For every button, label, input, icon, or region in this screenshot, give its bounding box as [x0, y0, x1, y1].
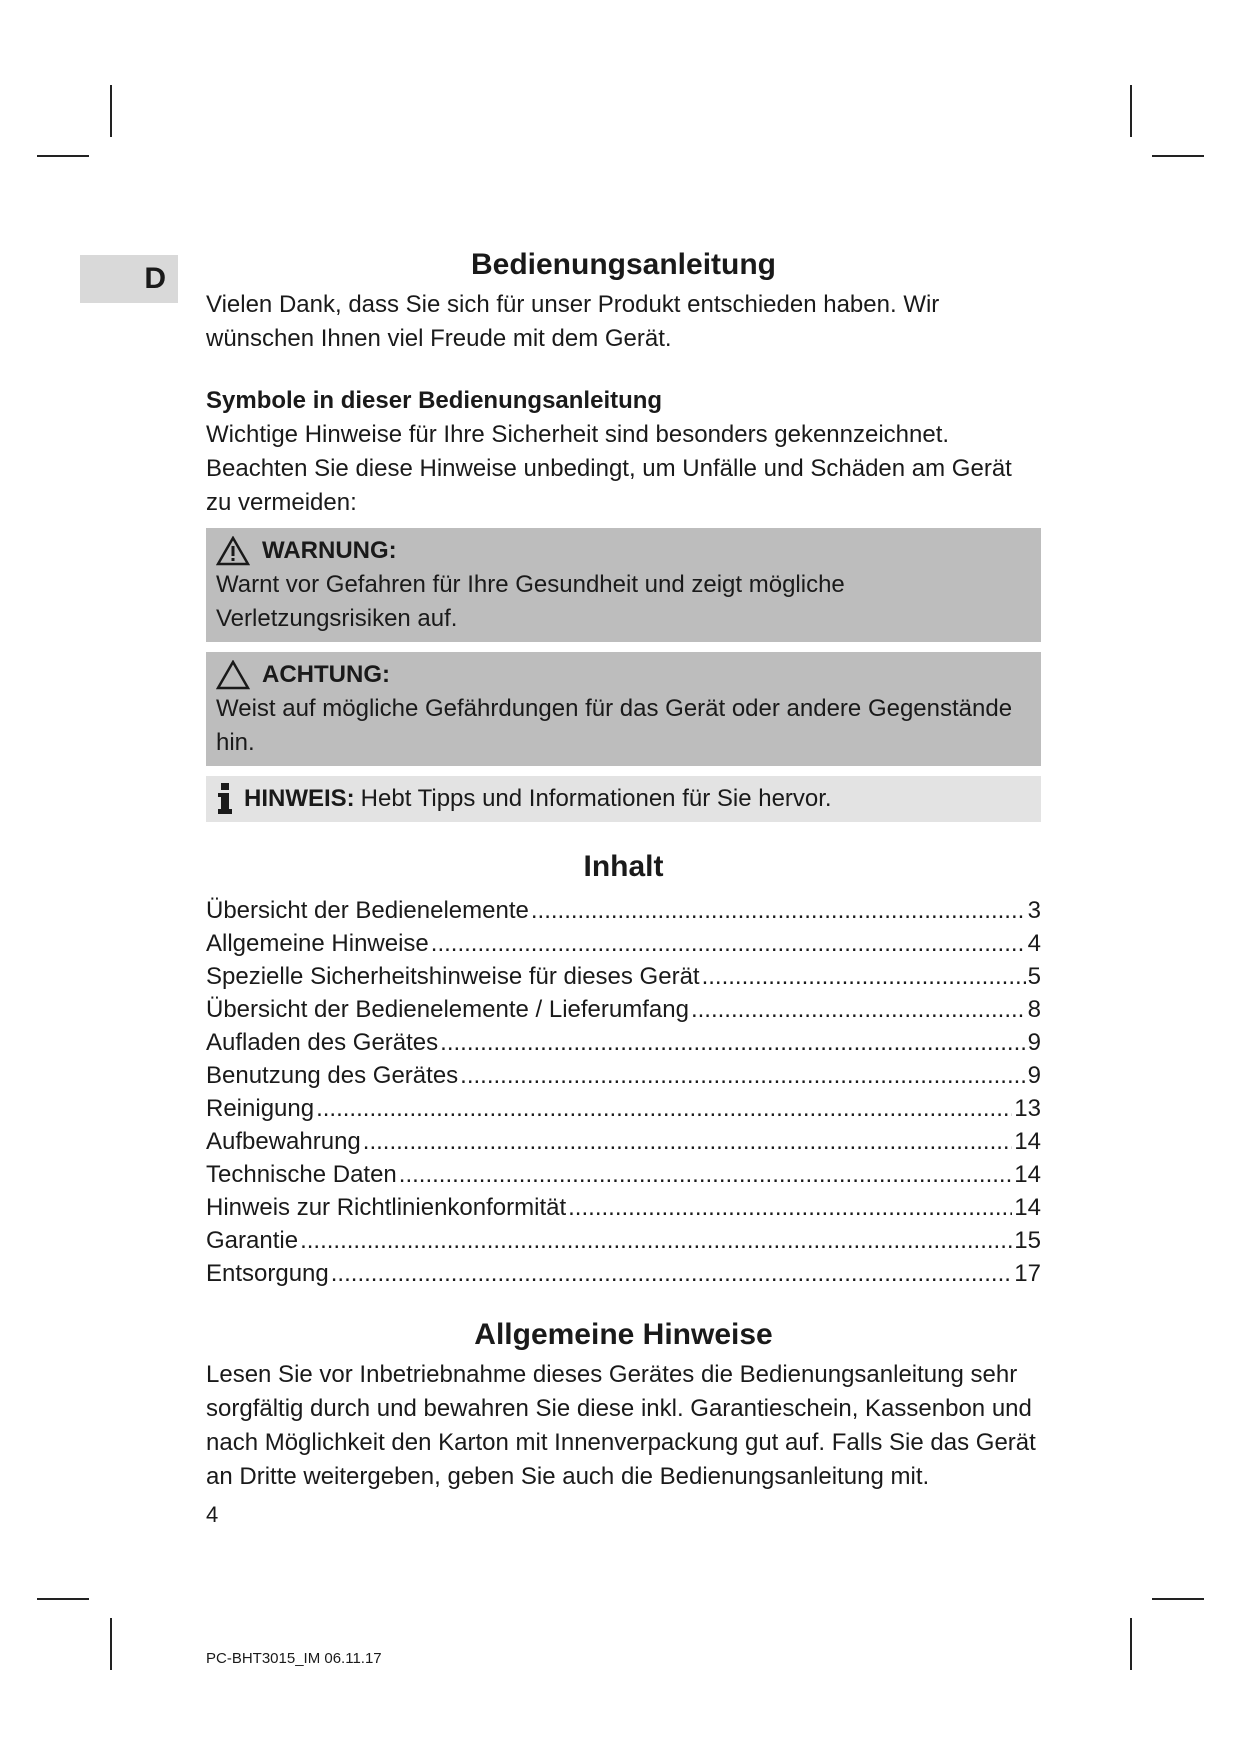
toc-entry-page: 4 — [1027, 930, 1041, 957]
toc-leader-dots — [460, 1059, 1025, 1092]
symbols-text: Wichtige Hinweise für Ihre Sicherheit sind besonders gekennzeichnet. Beachten Sie diese Hinweise unbedingt, um Unfälle und Schäden am Gerät zu vermeiden: — [206, 421, 1012, 516]
toc-entry-title: Aufladen des Gerätes — [206, 1029, 439, 1056]
toc-entry-page: 9 — [1027, 1062, 1041, 1089]
toc-entry — [206, 1026, 1041, 1059]
toc-leader-dots — [531, 894, 1026, 927]
toc-entry-page: 15 — [1014, 1227, 1041, 1254]
language-tab: D — [80, 255, 178, 303]
toc-entry-page: 14 — [1014, 1128, 1041, 1155]
toc-entry-title: Technische Daten — [206, 1161, 397, 1188]
toc-entry-page: 8 — [1027, 996, 1041, 1023]
toc-entry-title: Entsorgung — [206, 1260, 329, 1287]
crop-mark — [1152, 1598, 1204, 1600]
toc-entry-page: 17 — [1014, 1260, 1041, 1287]
caution-label: ACHTUNG: — [262, 661, 390, 688]
toc-entry-page: 14 — [1014, 1194, 1041, 1221]
footer-code: PC-BHT3015_IM 06.11.17 — [206, 1650, 382, 1667]
toc-entry-title: Hinweis zur Richtlinienkonformität — [206, 1194, 567, 1221]
info-icon — [216, 783, 234, 815]
toc-entry — [206, 1224, 1041, 1257]
warning-triangle-icon — [216, 536, 250, 566]
crop-mark — [110, 1618, 112, 1670]
general-text: Lesen Sie vor Inbetriebnahme dieses Gerätes die Bedienungsanleitung sehr sorgfältig durch und bewahren Sie diese inkl. Garantieschein, Kassenbon und nach Möglichkeit den Karton mit Innenverpackung gut auf. Falls Sie das Gerät an Dritte weitergeben, geben Sie auch die Bedienungsanleitung mit. — [206, 1361, 1036, 1490]
toc-entry-title: Übersicht der Bedienelemente — [206, 897, 529, 924]
general-title: Allgemeine Hinweise — [474, 1318, 773, 1351]
crop-mark — [37, 155, 89, 157]
page-number: 4 — [206, 1502, 219, 1527]
warning-label: WARNUNG: — [262, 537, 397, 564]
toc-entry-title: Allgemeine Hinweise — [206, 930, 429, 957]
table-of-contents — [206, 894, 1041, 1290]
toc-leader-dots — [691, 993, 1026, 1026]
toc-entry — [206, 1125, 1041, 1158]
toc-entry — [206, 927, 1041, 960]
crop-mark — [110, 85, 112, 137]
symbols-heading: Symbole in dieser Bedienungsanleitung — [206, 387, 663, 414]
toc-entry-title: Aufbewahrung — [206, 1128, 361, 1155]
toc-entry — [206, 1059, 1041, 1092]
intro-text: Vielen Dank, dass Sie sich für unser Produkt entschieden haben. Wir wünschen Ihnen viel Freude mit dem Gerät. — [206, 291, 940, 352]
toc-entry-page: 13 — [1014, 1095, 1041, 1122]
toc-leader-dots — [440, 1026, 1025, 1059]
toc-leader-dots — [363, 1125, 1013, 1158]
toc-entry — [206, 960, 1041, 993]
toc-entry-title: Spezielle Sicherheitshinweise für dieses Gerät — [206, 963, 700, 990]
toc-entry-page: 3 — [1027, 897, 1041, 924]
toc-leader-dots — [316, 1092, 1012, 1125]
caution-triangle-icon — [216, 660, 250, 690]
toc-leader-dots — [702, 960, 1026, 993]
note-text: Hebt Tipps und Informationen für Sie hervor. — [360, 785, 832, 812]
warning-text: Warnt vor Gefahren für Ihre Gesundheit und zeigt mögliche Verletzungsrisiken auf. — [216, 571, 845, 632]
crop-mark — [1130, 1618, 1132, 1670]
toc-entry-page: 5 — [1027, 963, 1041, 990]
contents-title: Inhalt — [583, 850, 664, 883]
toc-entry — [206, 894, 1041, 927]
toc-leader-dots — [399, 1158, 1013, 1191]
crop-mark — [1152, 155, 1204, 157]
toc-entry — [206, 1257, 1041, 1290]
crop-mark — [37, 1598, 89, 1600]
caution-text: Weist auf mögliche Gefährdungen für das Gerät oder andere Gegenstände hin. — [216, 695, 1013, 756]
toc-entry-title: Reinigung — [206, 1095, 315, 1122]
caution-box — [206, 652, 1041, 766]
toc-entry-page: 14 — [1014, 1161, 1041, 1188]
note-label: HINWEIS: — [244, 785, 355, 812]
page-content — [206, 246, 1041, 1494]
toc-entry-title: Garantie — [206, 1227, 299, 1254]
toc-leader-dots — [300, 1224, 1012, 1257]
toc-leader-dots — [331, 1257, 1013, 1290]
toc-entry-page: 9 — [1027, 1029, 1041, 1056]
page-title: Bedienungsanleitung — [470, 248, 776, 281]
crop-mark — [1130, 85, 1132, 137]
toc-leader-dots — [568, 1191, 1012, 1224]
warning-box — [206, 528, 1041, 642]
toc-entry — [206, 1092, 1041, 1125]
toc-entry — [206, 1158, 1041, 1191]
toc-leader-dots — [431, 927, 1026, 960]
toc-entry-title: Benutzung des Gerätes — [206, 1062, 459, 1089]
note-box — [206, 776, 1041, 822]
toc-entry — [206, 1191, 1041, 1224]
toc-entry — [206, 993, 1041, 1026]
toc-entry-title: Übersicht der Bedienelemente / Lieferumfang — [206, 996, 689, 1023]
